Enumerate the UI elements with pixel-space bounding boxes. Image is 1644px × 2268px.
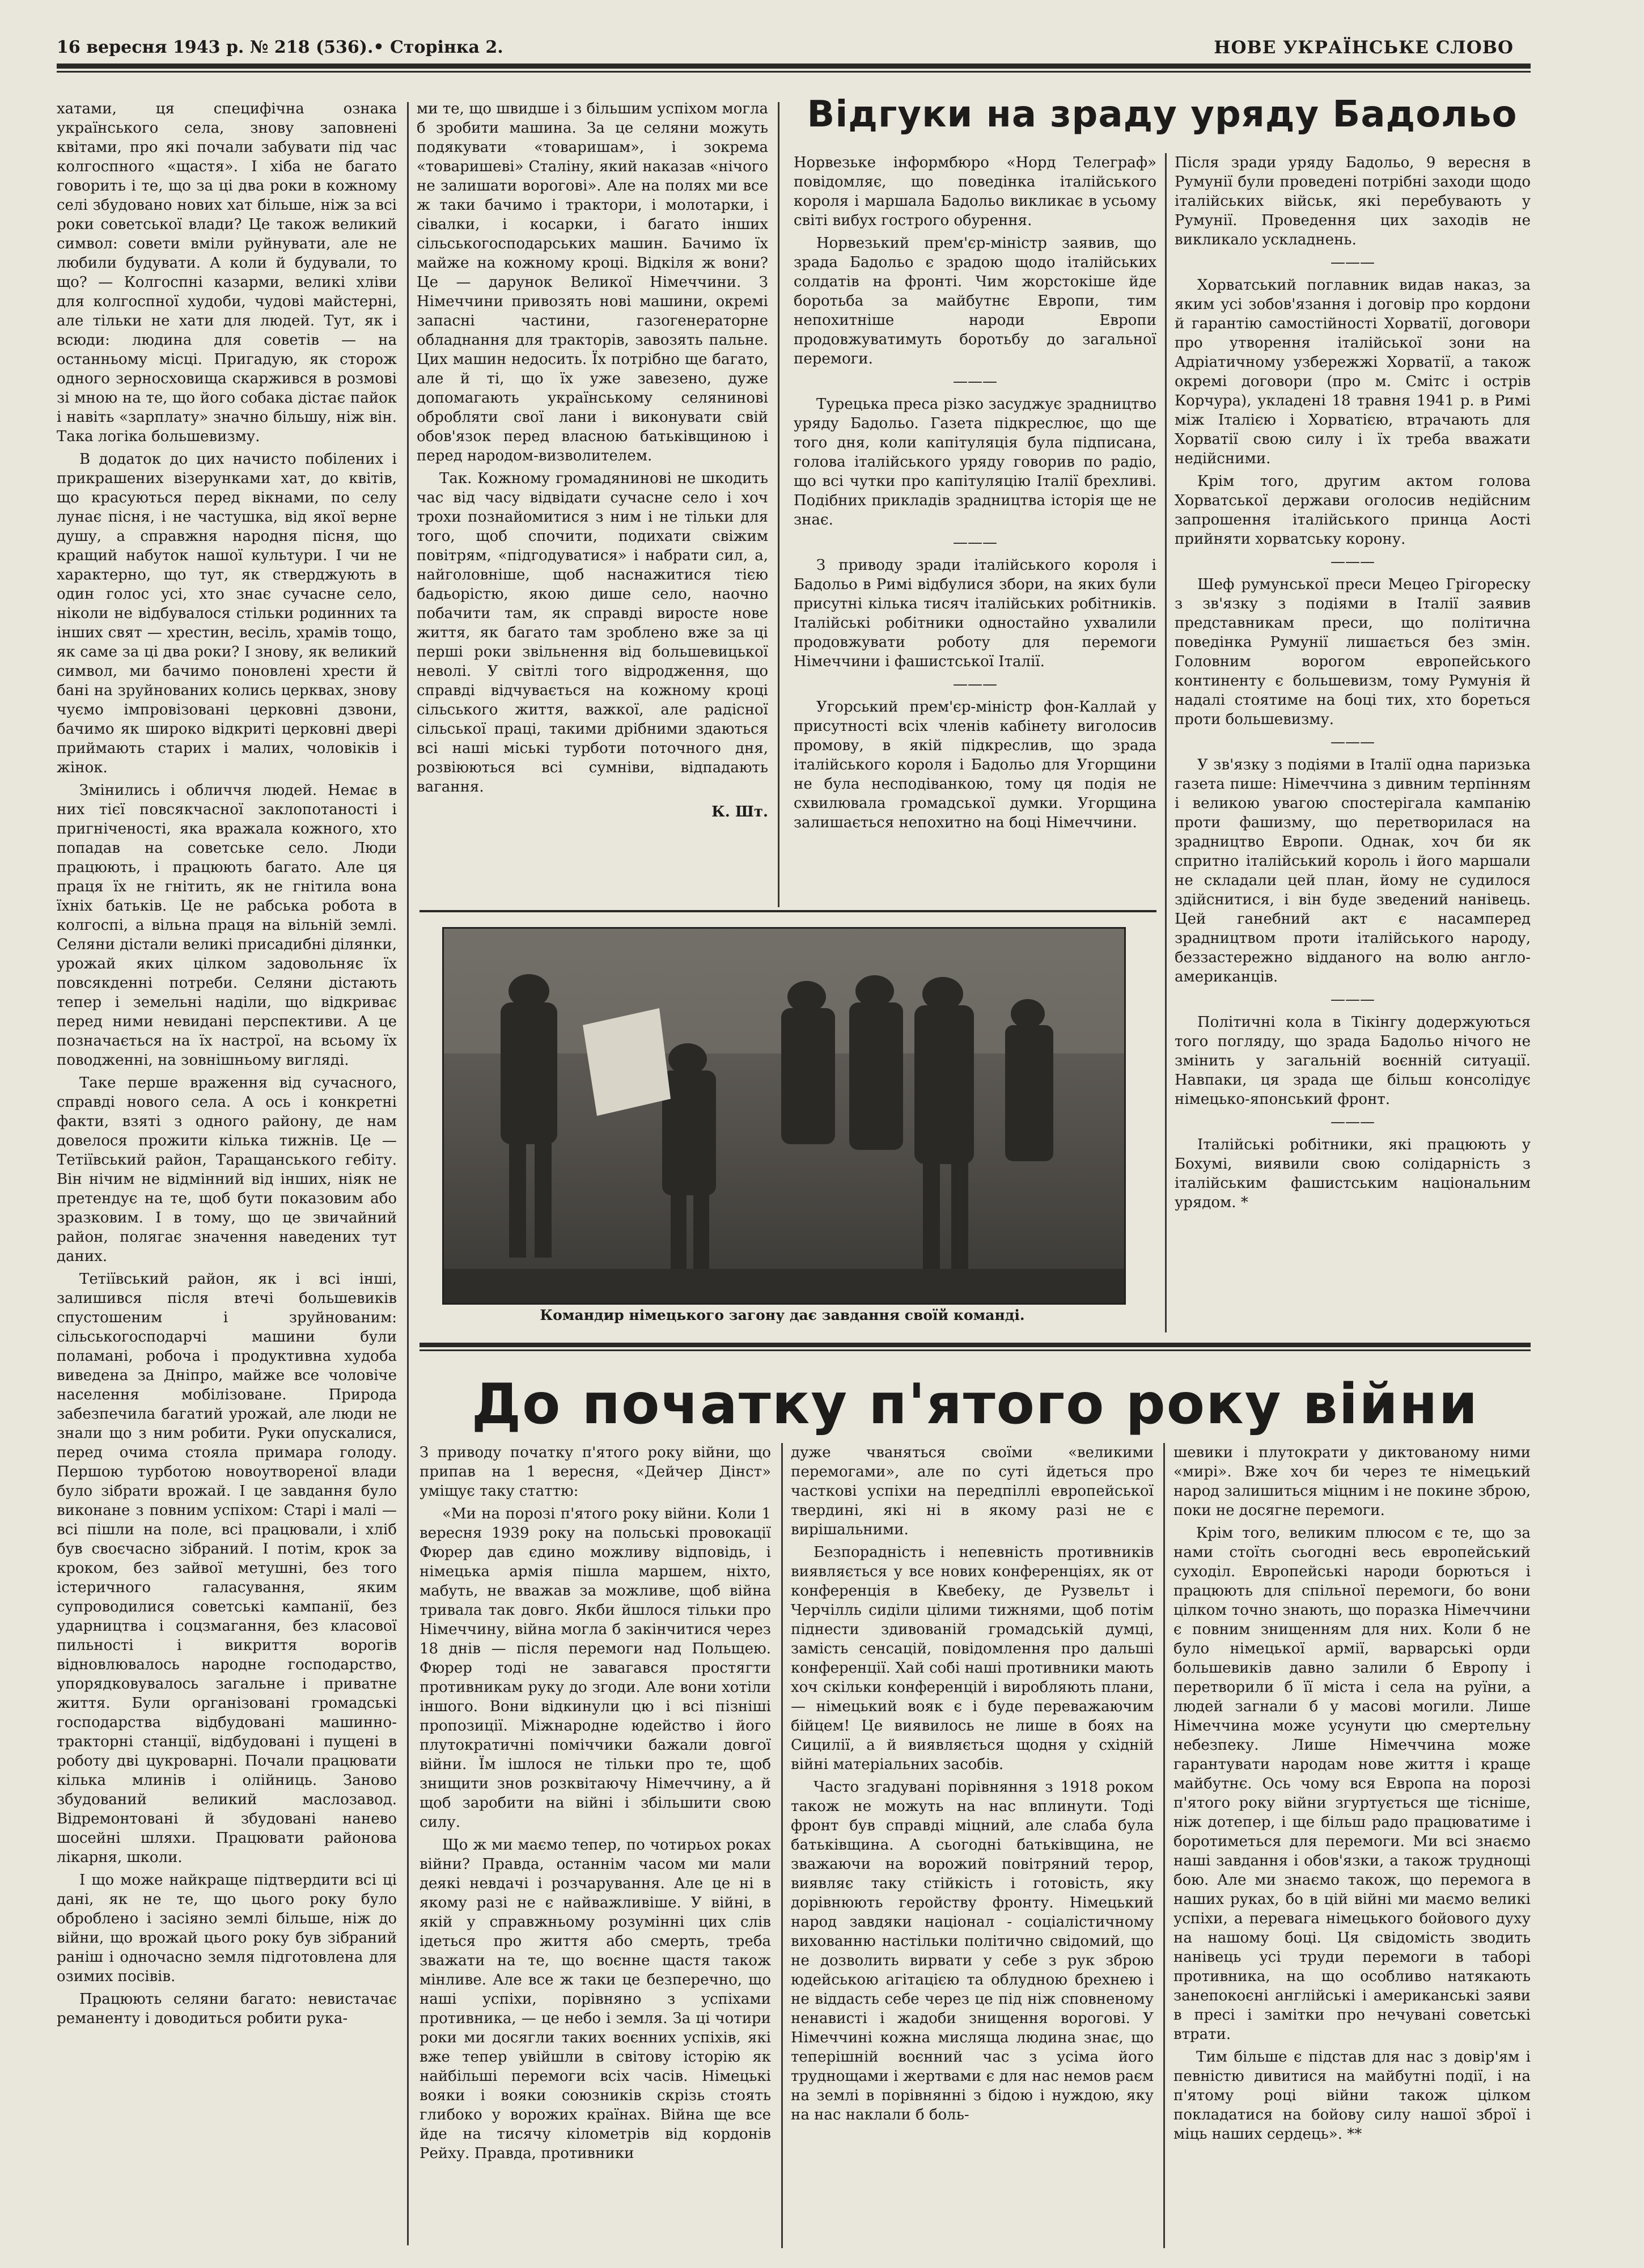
paragraph: Італійські робітники, які працюють у Бохумі, виявили свою солідарність з італійським фашистським національним урядом. *: [1175, 1136, 1531, 1211]
column-rule: [781, 1443, 783, 2248]
masthead: [57, 35, 1514, 64]
paragraph: Змінились і обличчя людей. Немає в них тієї повсякчасної заклопотаності і пригніченості, яка вражала кожного, хто попадав на советське село. Люди працюють, і працюють багато. Але ця праця їх не гнітить, як не гнітила вона їхніх батьків. Це не рабська робота в колгоспі, а вільна праця на вільній землі. Селяни дістали великі присадибні ділянки, урожай яких цілком задовольняє їх повсякденні потреби. Селяни дістають тепер і земельні наділи, що відкриває перед ними невидані перспективи. А це позначається на їх настрої, на всьому їх поводженні, на зовнішньому вигляді.: [57, 782, 397, 1069]
paragraph: Тетіївський район, як і всі інші, залишився після втечі большевиків спустошеним і зруйнованим: сільськогосподарчі машини були поламані, робоча і продуктивна худоба виведена за Дніпро, майже все чоловіче населення мобілізоване. Природа забезпечила багатий урожай, але люди не знали що з ним робити. Руки опускалися, перед очима стояла примара голоду. Першою турботою новоутвореної влади було зібрати врожай. І це завдання було виконане з повним успіхом: Старі і малі — всі пішли на поле, всі працювали, і хліб був своєчасно зібраний. І потім, крок за кроком, без зайвої метушні, без того істеричного галасування, яким супроводилися советські кампанії, без ударництва і соцзмагання, без класової пильності і викриття ворогів відновлювалось народне господарство, упорядковувалось загальне і приватне життя. Були організовані громадські господарства відбудовані машинно-тракторні станції, відбудовані і пущені в роботу дві цукроварні. Почали працювати кілька млинів і олійниць. Заново збудований великий маслозавод. Відремонтовані й збудовані нанево шосейні шляхи. Працювати районова лікарня, школи.: [57, 1271, 397, 1866]
separator: ———: [953, 676, 997, 693]
paragraph: У зв'язку з подіями в Італії одна паризька газета пише: Німеччина з дивним терпінням і великою увагою спостерігала кампанію проти фашизму, що перетворилася на зрадництво Европи. Однак, хоч би як спритно італійський король і його маршали не складали цей план, йому не судилося здійснитися, і він буде зведений нанівець. Цей ганебний акт є насамперед зрадництвом проти італійського народу, беззастережно відданого на волю англо-американців.: [1175, 756, 1531, 985]
separator: ———: [1331, 254, 1375, 271]
war-headline: До початку п'ятого року війни: [471, 1372, 1479, 1437]
paragraph: Часто згадувані порівняння з 1918 роком також не можуть на нас вплинути. Тоді фронт був справді міцний, але слаба була батьківщина. А сьогодні батьківщина, не зважаючи на ворожий повітряний терор, виявляє таку стійкість і готовість, яку дорівнюють геройству фронту. Німецький народ завдяки націонал - соціалістичному вихованню настільки політично свідомий, що не дозволить вирвати у себе з рук зброю юдейською агітацією та облудною брехнею і не віддасть себе через це під ніж сповненому ненависті і жадоби знищення ворогові. У Німеччині кожна мисляща людина знає, що теперішній воєнний час з усіма його труднощами і жертвами є для нас немов раєм на землі в порівнянні з бідою і нуждою, яку на нас наклали б боль-: [791, 1779, 1154, 2123]
badolio-headline: Відгуки на зраду уряду Бадольо: [807, 94, 1518, 136]
paragraph: Працюють селяни багато: невистачає реманенту і доводиться робити рука-: [57, 1991, 397, 2027]
separator: ———: [953, 534, 997, 551]
section-rule: [420, 910, 1156, 912]
badolio-col-b: [1175, 153, 1531, 1332]
war-article-col3: [1173, 1443, 1531, 2248]
section-rule: [420, 1343, 1531, 1347]
paragraph: Шеф румунської преси Мецео Грігореску з зв'язку з подіями в Італії заявив представникам преси, що політична поведінка Румунії лишається без змін. Головним ворогом европейського континенту є большевизм, тому Румунія й надалі стоятиме на боці тих, хто бореться проти большевизму.: [1175, 576, 1531, 728]
paragraph: І що може найкраще підтвердити всі ці дані, як не те, що цього року було оброблено і засіяно землі більше, ніж до війни, що врожай цього року був зібраний раніш і одночасно земля підготовлена для озимих посівів.: [57, 1872, 397, 1985]
paragraph: дуже чваняться своїми «великими перемогами», але по суті йдеться про часткові успіхи на передпіллі европейської твердині, які ні в якому разі не є вирішальними.: [791, 1444, 1154, 1538]
paragraph: Угорський прем'єр-міністр фон-Каллай у присутності всіх членів кабінету виголосив промову, в якій підкреслив, що зрада італійського короля і Бадольо для Угорщини не була несподіванкою, тому ця подія не схвилювала громадської думки. Угорщина залишається непохитно на боці Німеччини.: [794, 699, 1156, 831]
paragraph: Таке перше враження від сучасного, справді нового села. А ось і конкретні факти, взяті з одного району, де нам довелося прожити кілька тижнів. Це — Тетіївський район, Таращанського гебіту. Він нічим не відмінний від інших, ніяк не претендує на те, щоб бути показовим або зразковим. І в тому, що це звичайний район, полягає значення наведених тут даних.: [57, 1074, 397, 1265]
masthead-rule-thin: [57, 71, 1531, 73]
separator: ———: [1331, 1114, 1375, 1131]
paragraph: З приводу зради італійського короля і Бадольо в Римі відбулися збори, на яких були присутні кілька тисяч італійських робітників. Італійські робітники одностайно ухвалили продовжувати роботу для перемоги Німеччини і фашистської Італії.: [794, 557, 1156, 670]
photo-illustration: [444, 929, 1124, 1303]
section-rule-thin: [420, 1349, 1531, 1351]
paragraph: Норвезьке інформбюро «Норд Телеграф» повідомляє, що поведінка італійського короля і маршала Бадольо викликає в усьому світі вибух гострого обурення.: [794, 154, 1156, 229]
separator: ———: [1331, 991, 1375, 1008]
paragraph: хатами, ця специфічна ознака українського села, знову заповнені квітами, про які почали забувати під час колгоспного «щастя». І хіба не багато говорить і те, що за ці два роки в кожному селі збудовано нових хат більше, ніж за всі роки советської влади? Це також великий символ: совети вміли руйнувати, але не любили будувати. А коли й будували, то що? — Колгоспні казарми, великі хліви для колгоспної худоби, чудові майстерні, але тільки не хати для людей. Тут, як і всюди: людина для советів — на останньому місці. Пригадую, як сторож одного зерносховища скаржився в розмові зі мною на те, що його собака дістає пайок і навіть «зарплату» значно більшу, ніж він. Така логіка большевизму.: [57, 100, 397, 445]
paragraph: В додаток до цих начисто побілених і прикрашених візерунками хат, до квітів, що красуються перед вікнами, по селу лунає пісня, і не частушка, від якої верне душу, а справжня народня пісня, що кращий набуток нашої культури. І чи не характерно, що тут, як стверджують в один голос усі, хто знає сучасне село, ніколи не відбувалося стільки родинних та інших свят — хрестин, весіль, храмів тощо, як саме за ці два роки? І знову, як великий символ, ми бачимо поновлені хрести й бані на зруйнованих колись церквах, знову чуємо імпровізовані церковні дзвони, бачимо як широко відкриті церковні двері приймають старих і малих, чоловіків і жінок.: [57, 451, 397, 776]
paragraph: Тим більше є підстав для нас з довір'ям і певністю дивитися на майбутні події, і на п'ятому році війни також цілком покладатися на бойову силу нашої зброї і міць наших сердець». **: [1173, 2049, 1531, 2143]
masthead-rule: [57, 64, 1531, 69]
paragraph: Що ж ми маємо тепер, по чотирьох роках війни? Правда, останнім часом ми мали деякі невдачі і розчарування. Але це ні в якому разі не є найважливіше. У війні, в якій у справжньому розумінні цих слів ідеться про життя або смерть, треба зважати на те, що воєнне щастя також мінливе. Але все ж таки це безперечно, що наші успіхи, порівняно з успіхами противника, — це небо і земля. За ці чотири роки ми досягли таких воєнних успіхів, які вже тепер увійшли в світову історію як найбільші перемоги всіх часів. Німецькі вояки і вояки союзників скрізь стоять глибоко у ворожих країнах. Війна ще все йде на тисячу кілометрів від кордонів Рейху. Правда, противники: [420, 1837, 771, 2162]
photo-caption: Командир німецького загону дає завдання своїй команді.: [540, 1307, 1025, 1323]
paragraph: З приводу початку п'ятого року війни, що припав на 1 вересня, «Дейчер Дінст» уміщує таку статтю:: [420, 1444, 771, 1500]
article-signature: К. Шт.: [711, 803, 768, 820]
paragraph: Крім того, великим плюсом є те, що за нами стоїть сьогодні весь европейський суходіл. Европейські народи борються і працюють для спільної перемоги, бо вони цілком точно знають, що поразка Німеччини є повним знищенням для них. Коли б не було німецької армії, варварські орди большевиків давно залили б Европу і перетворили б її міста і села на руїни, а людей загнали б у масові могили. Лише Німеччина може усунути цю смертельну небезпеку. Лише Німеччина може гарантувати народам нове життя і краще майбутнє. Ось чому вся Европа на порозі п'ятого року війни згуртується ще тісніше, ніж дотепер, і ще більш радо працюватиме і боротиметься для перемоги. Ми всі знаємо наші завдання і обов'язки, а також труднощі бою. Але ми знаємо також, що перемога в наших руках, бо в цій війні ми маємо великі успіхи, а перевага німецького бойового духу на нашому боці. Ця свідомість зводить нанівець усі труди перемоги в таборі противника, на що особливо натякають занепокоєні англійські і американські заяви в пресі і замітки про нечувані советські втрати.: [1173, 1525, 1531, 2043]
column-rule: [1165, 153, 1167, 1332]
separator: ———: [953, 373, 997, 390]
paragraph: Крім того, другим актом голова Хорватської держави оголосив недійсним запрошення італійського принца Аості прийняти хорватську корону.: [1175, 473, 1531, 548]
village-article-col1: [57, 99, 397, 2248]
paragraph: Норвезький прем'єр-міністр заявив, що зрада Бадольо є зрадою щодо італійських солдатів на фронті. Чим жорстокіше йде боротьба за майбутнє Европи, тим непохитніше народи Европи продовжуватимуть боротьбу до загальної перемоги.: [794, 235, 1156, 367]
paragraph: Так. Кожному громадянинові не шкодить час від часу відвідати сучасне село і хоч трохи познайомитися з ним і не тільки для того, щоб спочити, подихати свіжим повітрям, «підгодуватися» і набрати сил, а, найголовніше, щоб наснажитися тією бадьорістю, якою дише село, наочно побачити там, як справді виросте нове життя, як багато там зроблено вже за ці перші роки звільнення від большевицької неволі. У світлі того відродження, що справді відчувається на кожному кроці сільського життя, важкої, але радісної сільської праці, такими дрібними здаються всі наші міські турботи поточного дня, розвіюються всі сумніви, відпадають вагання.: [417, 470, 768, 796]
war-article-col1: [420, 1443, 771, 2248]
separator: ———: [1331, 553, 1375, 570]
column-rule: [778, 102, 779, 907]
date-line: 16 вересня 1943 р. № 218 (536).• Сторінка 2.: [57, 37, 503, 57]
war-article-col2: [791, 1443, 1154, 2248]
paragraph: Політичні кола в Тікінгу додержуються того погляду, що зрада Бадольо нічого не змінить у загальній воєнній ситуації. Навпаки, ця зрада ще більш консолідує німецько-японський фронт.: [1175, 1014, 1531, 1108]
village-article-col2: [417, 99, 768, 904]
column-rule: [407, 102, 409, 2245]
separator: ———: [1331, 734, 1375, 751]
paper-name: НОВЕ УКРАЇНСЬКЕ СЛОВО: [1214, 37, 1514, 58]
paragraph: Турецька преса різко засуджує зрадництво уряду Бадольо. Газета підкреслює, що ще того дня, коли капітуляція була підписана, голова італійського уряду говорив по радіо, що всі чутки про капітуляцію Італії брехливі. Подібних прикладів зрадництва історія ще не знає.: [794, 396, 1156, 528]
paragraph: Після зради уряду Бадольо, 9 вересня в Румунії були проведені потрібні заходи щодо італійських військ, які перебувають у Румунії. Проведення цих заходів не викликало ускладнень.: [1175, 154, 1531, 248]
paragraph: шевики і плутократи у диктованому ними «мирі». Вже хоч би через те німецький народ залишиться міцним і не покине зброю, поки не досягне перемоги.: [1173, 1444, 1531, 1519]
paragraph: ми те, що швидше і з більшим успіхом могла б зробити машина. За це селяни можуть подякувати «товаришам», і зокрема «товаришеві» Сталіну, який наказав «нічого не залишати ворогові». Але на полях ми все ж таки бачимо і трактори, і молотарки, і сівалки, і косарки, і багато інших сільськогосподарських машин. Бачимо їх майже на кожному кроці. Відкіля ж вони? Це — дарунок Великої Німеччини. З Німеччини привозять нові машини, окремі запасні частини, газогенераторне обладнання для тракторів, завозять пальне. Цих машин недосить. Їх потрібно ще багато, але й ті, що їх уже завезено, дуже допомагають українському селянинові обробляти свої лани і виконувати свій обов'язок перед власною батьківщиною і перед народом-визволителем.: [417, 100, 768, 464]
paragraph: «Ми на порозі п'ятого року війни. Коли 1 вересня 1939 року на польські провокації Фюрер дав єдино можливу відповідь, і німецька армія пішла маршем, ніхто, мабуть, не вважав за можливе, щоб війна тривала так довго. Якби йшлося тільки про Німеччину, війна могла б закінчитися через 18 днів — після перемоги над Польщею. Фюрер тоді не завагався простягти противникам руку до згоди. Але вони хотіли іншого. Вони відкинули цю і всі пізніші пропозиції. Міжнародне юдейство і його плутократичні поміччики бажали довгої війни. Їм ішлося не тільки про те, щоб знищити знов розквітаючу Німеччину, а й щоб заробити на війні і збільшити свою силу.: [420, 1505, 771, 1831]
paragraph: Безпорадність і непевність противників виявляється у все нових конференціях, як от конференція в Квебеку, де Рузвельт і Черчілль сиділи цілими тижнями, щоб потім піднести здивованій громадській думці, замість сенсацій, повідомлення про дальші конференції. Хай собі наші противники мають хоч скільки конференцій і виробляють плани, — німецький вояк є і буде переважаючим бійцем! Це виявилось не лише в боях на Сицилії, а й виявляється щодня у східній війні матеріальних засобів.: [791, 1544, 1154, 1773]
badolio-col-a: [794, 153, 1156, 907]
paragraph: Хорватський поглавник видав наказ, за яким усі зобов'язання і договір про кордони й гарантію самостійності Хорватії, договори про утворення італійської зони на Адріатичному узбережжі Хорватії, а також окремі договори (про м. Смітс і острів Корчура), укладені 18 травня 1941 р. в Римі між Італією і Хорватією, втрачають для Хорватії свою силу і їх треба вважати недійсними.: [1175, 277, 1531, 467]
column-rule: [1163, 1443, 1165, 2248]
soldiers-photo: [442, 927, 1126, 1305]
